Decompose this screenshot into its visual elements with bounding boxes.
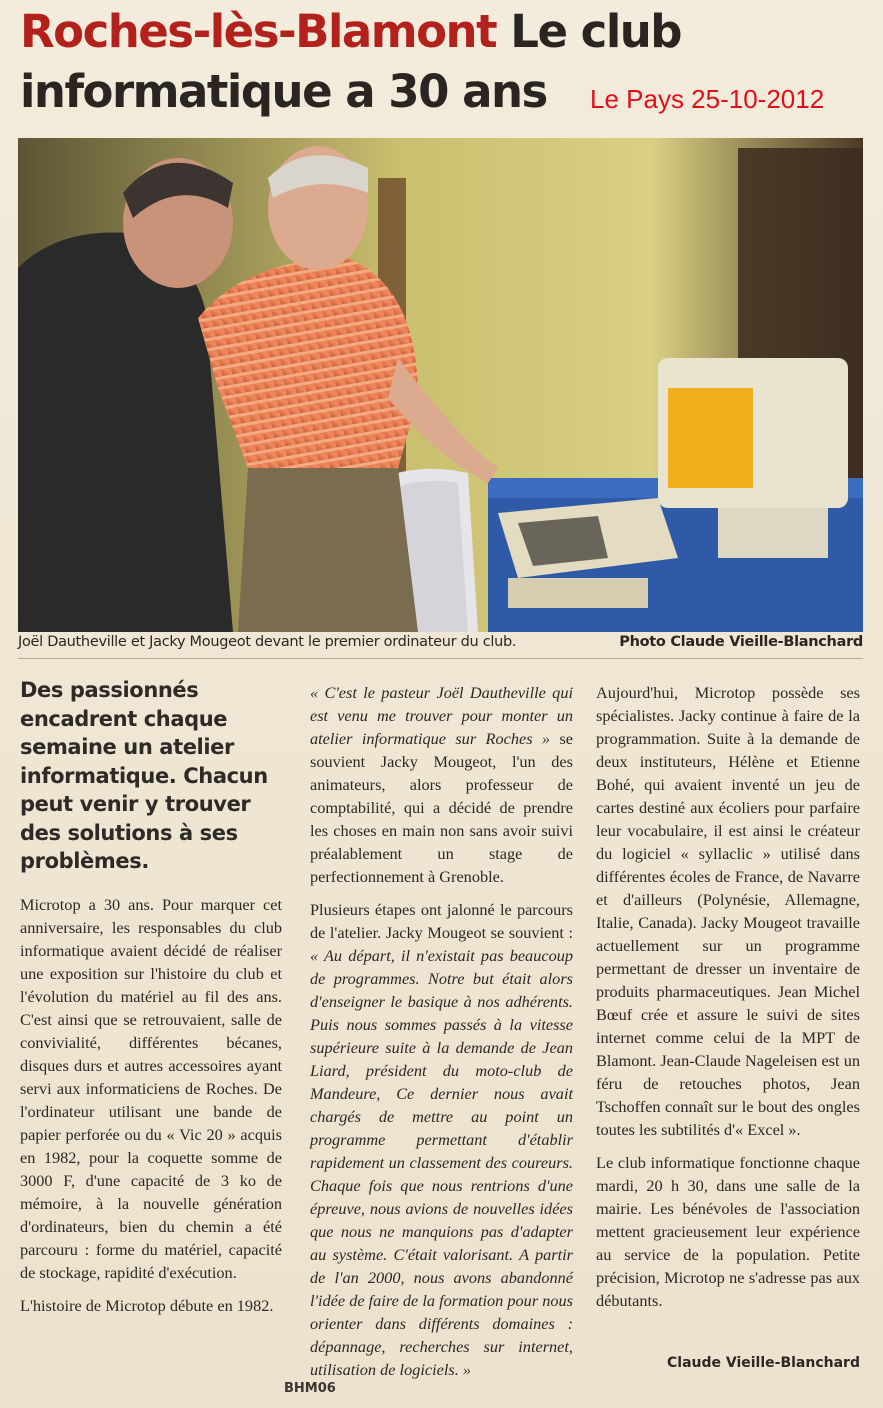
article-photo	[18, 138, 863, 632]
photo-caption	[18, 634, 863, 650]
headline-rest-1: Le club	[510, 5, 681, 58]
article-author: Claude Vieille-Blanchard	[667, 1355, 860, 1371]
page-folio: BHM06	[284, 1381, 336, 1396]
column-1	[20, 893, 282, 1327]
headline-rest-2: informatique a 30 ans	[20, 65, 547, 118]
paragraph-4: Le club informatique fonctionne chaque mardi, 20 h 30, dans une salle de la mairie. Les bénévoles de l'association mettent gracieusement leur expérience au service de la population. Petite précision, Microtop ne s'adresse pas aux débutants.	[596, 1153, 860, 1310]
paragraph-3-cont: Aujourd'hui, Microtop possède ses spécialistes. Jacky continue à faire de la programmation. Suite à la demande de deux instituteurs, Hélène et Etienne Bohé, qui avaient inventé un jeu de cartes destiné aux écoliers pour parfaire leur vocabulaire, il est ainsi le créateur du logiciel « syllaclic » utilisé dans différentes écoles de France, de Navarre et d'ailleurs (Polynésie, Allemagne, Italie, Canada). Jacky Mougeot travaille actuellement sur un programme permettant de dresser un inventaire de produits pharmaceutiques. Jean Michel Bœuf crée et assure le suivi de sites internet comme celui de la MPT de Blamont. Jean-Claude Nageleisen est un féru de retouches photos, Jean Tschoffen connaît sur le bout des ongles toutes les subtilités d'« Excel ».	[596, 683, 860, 1139]
paragraph-2-cont: « C'est le pasteur Joël Dautheville qui est venu me trouver pour monter un atelier informatique sur Roches » se souvient Jacky Mougeot, l'un des animateurs, alors professeur de comptabilité, qui a décidé de prendre les choses en main non sans avoir suivi préalablement un stage de perfectionnement à Grenoble.	[310, 683, 573, 886]
column-2	[310, 681, 573, 1391]
quote-mougeot: « Au départ, il n'existait pas beaucoup de programmes. Notre but était alors d'enseigner le basique à nos adhérents. Puis nous sommes passés à la vitesse supérieure suite à la demande de Jean Liard, président du moto-club de Mandeure, Ce dernier nous avait chargés de mettre au point un programme permettant d'établir rapidement un classement des coureurs. Chaque fois que nous rentrions d'une épreuve, nous avions de nouvelles idées que nous ne manquions pas d'adapter au système. C'était valorisant. A partir de l'an 2000, nous avons abandonné l'idée de faire de la formation pour nous orienter dans différents domaines : dépannage, recherches sur internet, utilisation de logiciels. »	[310, 946, 573, 1379]
caption-divider	[18, 658, 863, 659]
source-label: Le Pays 25-10-2012	[590, 84, 825, 114]
photo-credit: Photo Claude Vieille-Blanchard	[619, 634, 863, 650]
paragraph-2-start: L'histoire de Microtop débute en 1982.	[20, 1296, 274, 1315]
paragraph-3: Plusieurs étapes ont jalonné le parcours de l'atelier. Jacky Mougeot se souvient : « Au départ, il n'existait pas beaucoup de programmes. Notre but était alors d'enseigner le basique à nos adhérents. Puis nous sommes passés à la vitesse supérieure suite à la demande de Jean Liard, président du moto-club de Mandeure, Ce dernier nous avait chargés de mettre au point un programme permettant d'établir rapidement un classement des coureurs. Chaque fois que nous rentrions d'une épreuve, nous avions de nouvelles idées que nous ne manquions pas d'adapter au système. C'était valorisant. A partir de l'an 2000, nous avons abandonné l'idée de faire de la formation pour nous orienter dans différents domaines : dépannage, recherches sur internet, utilisation de logiciels. »	[310, 900, 573, 1379]
headline-place: Roches-lès-Blamont	[20, 5, 497, 58]
quote-pasteur: « C'est le pasteur Joël Dautheville qui est venu me trouver pour monter un atelier informatique sur Roches »	[310, 683, 573, 748]
article-lead: Des passionnés encadrent chaque semaine un atelier informatique. Chacun peut venir y trouver des solutions à ses problèmes.	[20, 678, 268, 873]
column-3	[596, 681, 860, 1322]
paragraph-1: Microtop a 30 ans. Pour marquer cet anniversaire, les responsables du club informatique avaient décidé de réaliser une exposition sur l'histoire du club et l'évolution du matériel au fil des ans. C'est ainsi que se retrouvaient, salle de convivialité, différentes bécanes, disques durs et autres accessoires ayant servi aux informaticiens de Roches. De l'ordinateur utilisant une bande de papier perforée ou du « Vic 20 » acquis en 1982, pour la coquette somme de 3000 F, d'une capacité de 3 ko de mémoire, à la nouvelle génération d'ordinateurs, bien du chemin a été parcouru : forme du matériel, capacité de stockage, rapidité d'exécution.	[20, 895, 282, 1282]
caption-text: Joël Dautheville et Jacky Mougeot devant le premier ordinateur du club.	[18, 634, 517, 650]
